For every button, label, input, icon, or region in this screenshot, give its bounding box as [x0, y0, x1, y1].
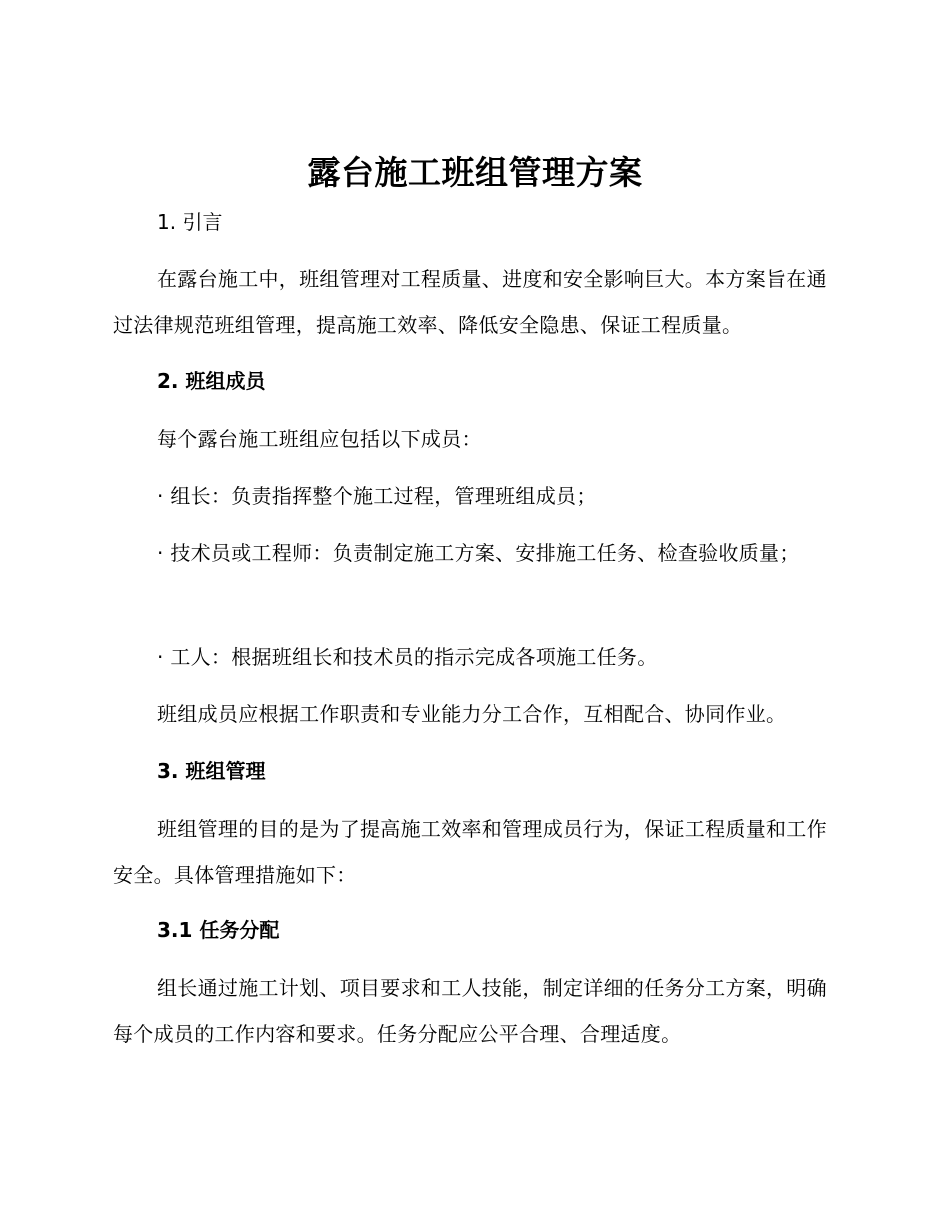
members-note-paragraph: 班组成员应根据工作职责和专业能力分工合作，互相配合、协同作业。 [157, 702, 787, 726]
document-title: 露台施工班组管理方案 [307, 153, 643, 192]
intro-paragraph: 在露台施工中，班组管理对工程质量、进度和安全影响巨大。本方案旨在通过法律规范班组管理，提高施工效率、降低安全隐患、保证工程质量。 [113, 267, 827, 337]
management-paragraph: 班组管理的目的是为了提高施工效率和管理成员行为，保证工程质量和工作安全。具体管理措施如下： [113, 817, 827, 887]
subsection-heading-task: 3.1 任务分配 [157, 918, 280, 942]
section-heading-members: 2. 班组成员 [157, 369, 266, 393]
member-item-technician: · 技术员或工程师：负责制定施工方案、安排施工任务、检查验收质量； [157, 541, 800, 565]
section-heading-management: 3. 班组管理 [157, 759, 266, 783]
section-heading-intro: 1. 引言 [157, 210, 223, 234]
members-intro-paragraph: 每个露台施工班组应包括以下成员： [157, 427, 482, 451]
task-paragraph: 组长通过施工计划、项目要求和工人技能，制定详细的任务分工方案，明确每个成员的工作内容和要求。任务分配应公平合理、合理适度。 [113, 976, 827, 1046]
member-item-worker: · 工人：根据班组长和技术员的指示完成各项施工任务。 [157, 645, 658, 669]
member-item-leader: · 组长：负责指挥整个施工过程，管理班组成员； [157, 484, 597, 508]
